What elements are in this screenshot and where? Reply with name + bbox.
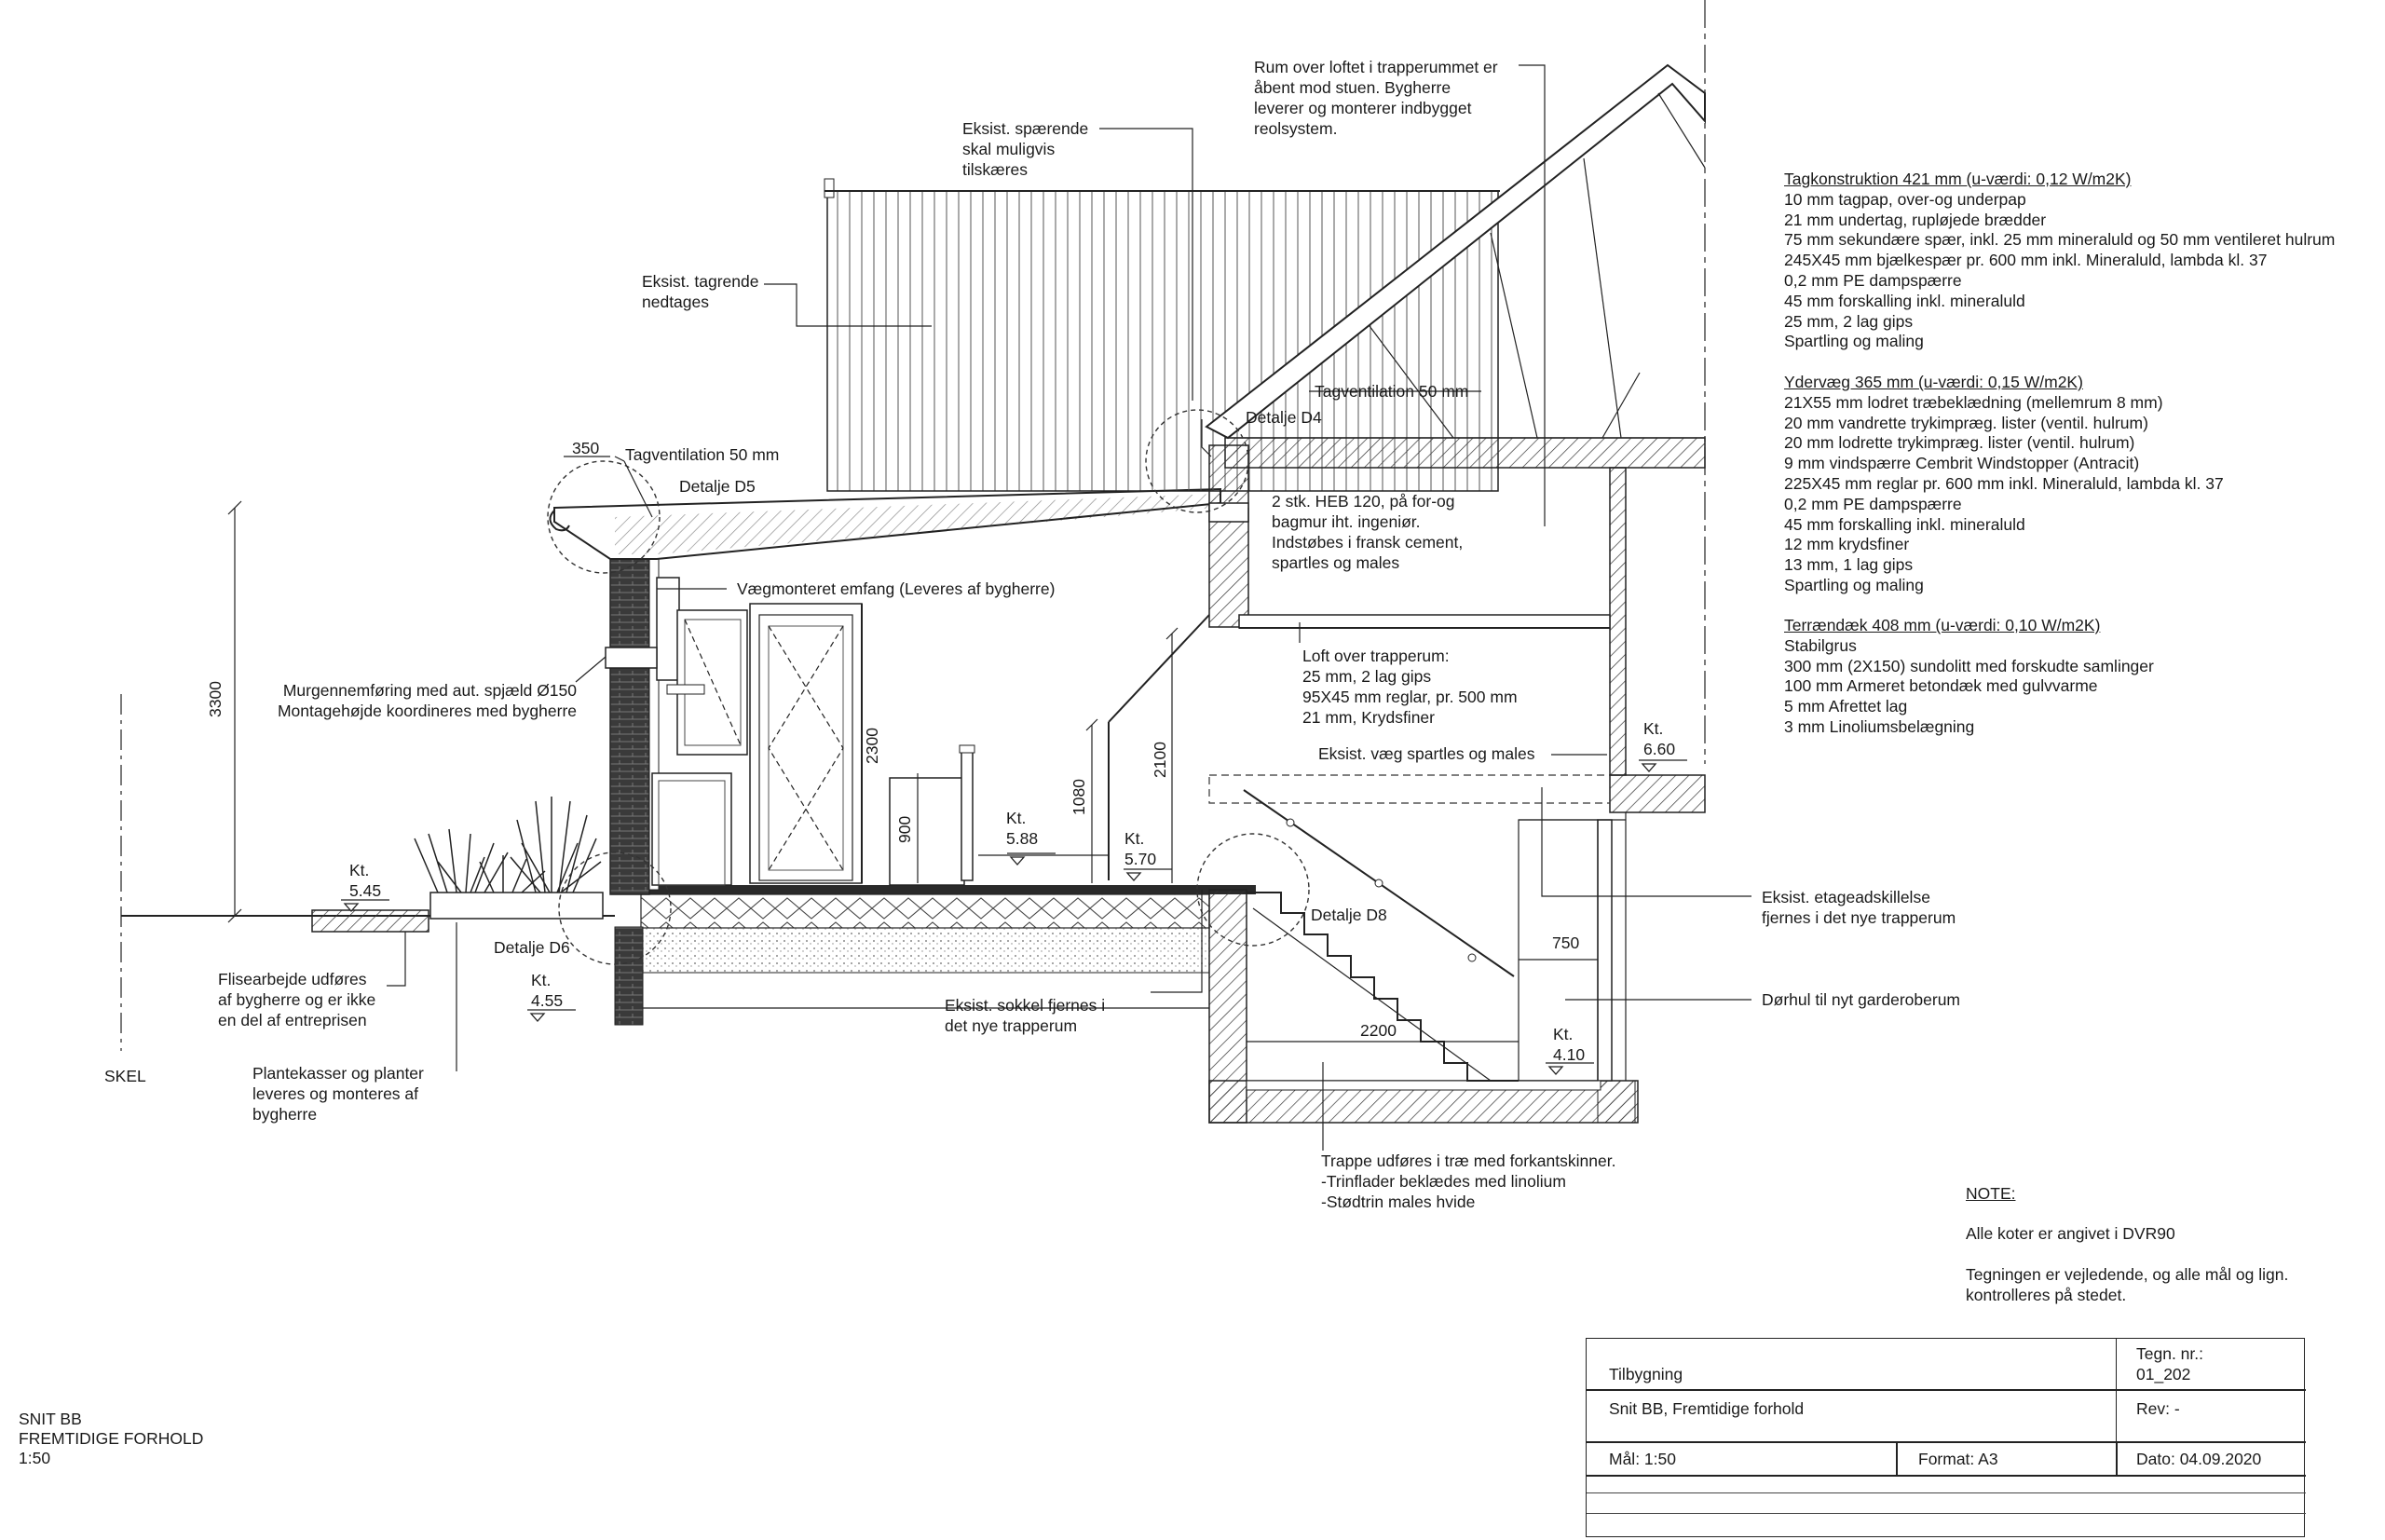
planter-box xyxy=(430,893,603,919)
label-rum-over-loftet: Rum over loftet i trapperummet er åbent mod stuen. Bygherre leverer og monterer indbygget reolsystem. xyxy=(1254,58,1498,138)
railing xyxy=(961,750,973,880)
spec-roof: Tagkonstruktion 421 mm (u-værdi: 0,12 W/m2K) 10 mm tagpap, over-og underpap 21 mm undertag, rupløjede brædder 75 mm sekundære spær, inkl. 25 mm mineraluld og 50 mm ventileret hulrum 245X45 mm bjælkespær pr. 600 mm inkl. Mineraluld, lambda kl. 37 0,2 mm PE dampspærre 45 mm forskalling inkl. mineraluld 25 mm, 2 lag gips Spartling og maling xyxy=(1784,170,2336,351)
label-trappe: Trappe udføres i træ med forkantskinner. -Trinflader beklædes med linolium -Stødtrin males hvide xyxy=(1321,1152,1616,1211)
floor-slab xyxy=(641,885,1256,894)
existing-fascia xyxy=(825,179,834,198)
stair-floor-right xyxy=(1598,1081,1635,1123)
door-frame xyxy=(750,604,862,883)
label-eksist-sokkel: Eksist. sokkel fjernes i det nye trapperum xyxy=(945,996,1106,1035)
spec-wall: Ydervæg 365 mm (u-værdi: 0,15 W/m2K) 21X55 mm lodret træbeklædning (mellemrum 8 mm) 20 mm vandrette trykimpræg. lister (ventil. hulrum) 20 mm lodrette trykimpræg. lister (ventil. hulrum) 9 mm vindspærre Cembrit Windstopper (Antracit) 225X45 mm reglar pr. 600 mm inkl. Mineraluld, lambda kl. 37 0,2 mm PE dampspærre 45 mm forskalling inkl. mineraluld 12 mm krydsfiner 13 mm, 1 lag gips Spartling og maling xyxy=(1784,373,2224,594)
level-kt-660: Kt. 6.60 xyxy=(1643,719,1676,758)
removed-slab xyxy=(1209,775,1610,803)
label-detalje-d5: Detalje D5 xyxy=(679,477,756,496)
paving xyxy=(312,910,429,932)
label-tagventilation-top: Tagventilation 50 mm xyxy=(1315,382,1469,401)
label-murgennem: Murgennemføring med aut. spjæld Ø150 Montagehøjde koordineres med bygherre xyxy=(277,681,577,720)
counter xyxy=(652,773,731,885)
dimension-2200: 2200 xyxy=(1360,1021,1397,1040)
note-line-1: Alle koter er angivet i DVR90 xyxy=(1966,1224,2175,1243)
level-kt-588: Kt. 5.88 xyxy=(1006,809,1039,848)
label-eksist-tagrende: Eksist. tagrende nedtages xyxy=(642,272,759,311)
floor-concrete xyxy=(641,928,1209,973)
existing-column xyxy=(1209,445,1248,627)
tb-format: Format: A3 xyxy=(1918,1450,1998,1468)
note-line-2: Tegningen er vejledende, og alle mål og lign. kontrolleres på stedet. xyxy=(1966,1265,2289,1304)
stair-wall-right xyxy=(1598,820,1612,1081)
kitchen-hood xyxy=(657,578,679,680)
tb-sheet-no: 01_202 xyxy=(2136,1365,2191,1383)
loft-beam xyxy=(1239,615,1610,628)
tb-scale: Mål: 1:50 xyxy=(1609,1450,1676,1468)
dimension-3300: 3300 xyxy=(206,681,225,717)
left-wall xyxy=(610,517,649,894)
existing-wall-right xyxy=(1610,468,1626,775)
level-kt-410: Kt. 4.10 xyxy=(1553,1025,1586,1064)
tb-rev: Rev: - xyxy=(2136,1399,2180,1418)
tb-sheet-label: Tegn. nr.: xyxy=(2136,1344,2203,1363)
label-eksist-spaerende: Eksist. spærende skal muligvis tilskæres xyxy=(962,119,1089,179)
spec-floor: Terrændæk 408 mm (u-værdi: 0,10 W/m2K) Stabilgrus 300 mm (2X150) sundolitt med forskudte samlinger 100 mm Armeret betondæk med gulvvarme 5 mm Afrettet lag 3 mm Linoliumsbelægning xyxy=(1784,616,2154,736)
label-eksist-vaeg: Eksist. væg spartles og males xyxy=(1318,744,1535,763)
existing-wall-top xyxy=(1225,438,1705,468)
tb-project: Tilbygning xyxy=(1609,1365,1683,1383)
dimension-2100: 2100 xyxy=(1151,742,1169,778)
heb-beam xyxy=(1209,503,1248,522)
level-kt-455: Kt. 4.55 xyxy=(531,971,564,1010)
dimension-1080: 1080 xyxy=(1070,779,1088,815)
dimension-350: 350 xyxy=(572,439,600,457)
label-dorhul: Dørhul til nyt garderoberum xyxy=(1762,990,1960,1009)
plants xyxy=(415,797,601,893)
dimension-2300: 2300 xyxy=(863,728,881,764)
label-detalje-d4: Detalje D4 xyxy=(1246,408,1322,427)
label-eksist-etage: Eksist. etageadskillelse fjernes i det nye trapperum xyxy=(1762,888,1956,927)
tb-drawing: Snit BB, Fremtidige forhold xyxy=(1609,1399,1805,1418)
label-tagventilation-left: Tagventilation 50 mm xyxy=(625,445,780,464)
foundation-left xyxy=(615,927,643,1025)
note: NOTE: xyxy=(1966,1184,2016,1203)
label-detalje-d6: Detalje D6 xyxy=(494,938,570,957)
title-block xyxy=(1586,1338,2305,1537)
label-skel: SKEL xyxy=(104,1067,146,1085)
level-kt-545: Kt. 5.45 xyxy=(349,861,382,900)
dimension-900: 900 xyxy=(895,815,914,843)
floor-insulation xyxy=(641,894,1209,928)
label-detalje-d8: Detalje D8 xyxy=(1311,906,1387,924)
stair-stringer xyxy=(1253,908,1491,1081)
label-heb: 2 stk. HEB 120, på for-og bagmur iht. ingeniør. Indstøbes i fransk cement, spartles og males xyxy=(1272,492,1464,572)
label-plantekasser: Plantekasser og planter leveres og monteres af bygherre xyxy=(252,1064,424,1124)
label-vaegmonteret: Vægmonteret emfang (Leveres af bygherre) xyxy=(737,579,1056,598)
level-kt-570: Kt. 5.70 xyxy=(1124,829,1157,868)
drawing-caption: SNIT BB FREMTIDIGE FORHOLD 1:50 xyxy=(19,1410,204,1467)
label-flise: Flisearbejde udføres af bygherre og er ikke en del af entreprisen xyxy=(218,970,376,1029)
dimension-750: 750 xyxy=(1552,934,1580,952)
existing-wall-right-low xyxy=(1610,775,1705,812)
duct xyxy=(606,647,657,668)
label-loft-over: Loft over trapperum: 25 mm, 2 lag gips 95X45 mm reglar, pr. 500 mm 21 mm, Krydsfiner xyxy=(1302,647,1518,727)
tb-date: Dato: 04.09.2020 xyxy=(2136,1450,2262,1468)
